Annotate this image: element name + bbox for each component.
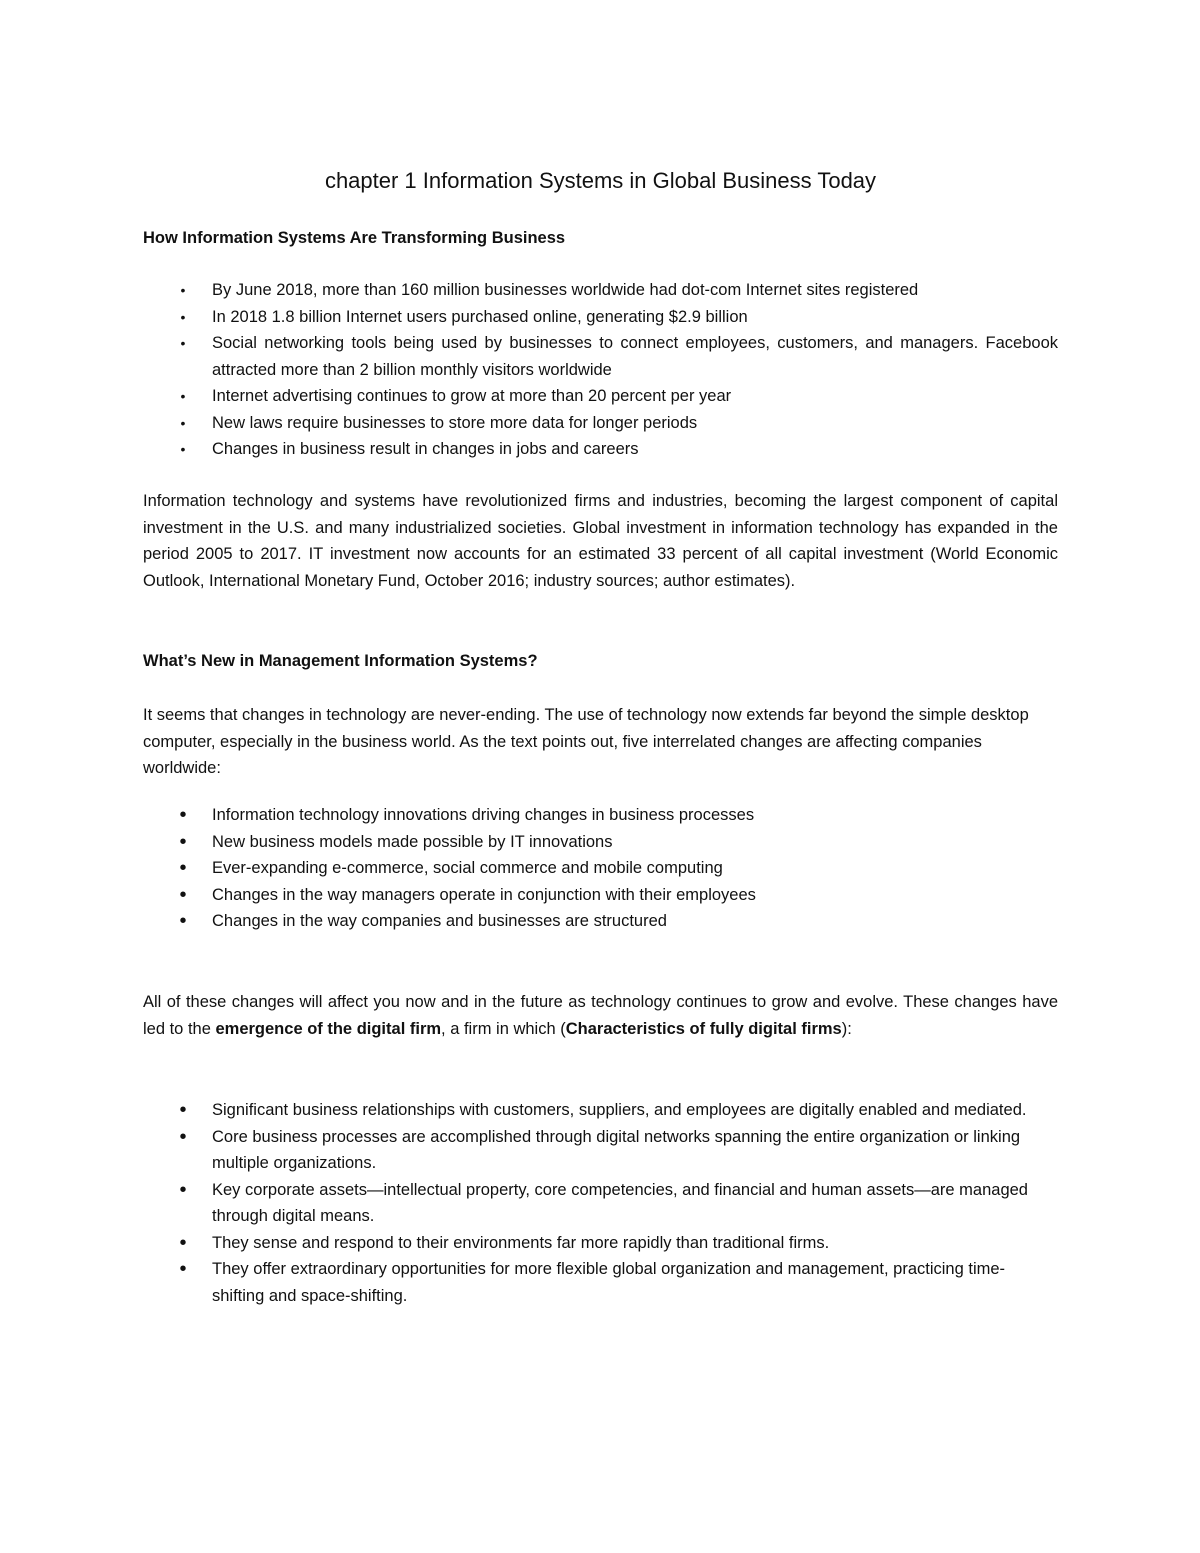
list-item: • In 2018 1.8 billion Internet users purchased online, generating $2.9 billion <box>143 304 1058 331</box>
bullet-icon: • <box>180 441 186 457</box>
list-item: • Changes in business result in changes in jobs and careers <box>143 436 1058 463</box>
bullet-icon: • <box>179 910 187 932</box>
bullet-icon: • <box>180 388 186 404</box>
bullet-icon: • <box>180 282 186 298</box>
bullet-icon: • <box>179 1099 187 1121</box>
paragraph-digital-firm: All of these changes will affect you now and in the future as technology continues to grow and evolve. These changes have led to the emergence of the digital firm, a firm in which (Characteristics of fully digital firms): <box>143 993 1058 1038</box>
list-item: • New laws require businesses to store more data for longer periods <box>143 410 1058 437</box>
list-item: • Significant business relationships with customers, suppliers, and employees are digitally enabled and mediated. <box>143 1097 1033 1124</box>
paragraph-it-investment: Information technology and systems have revolutionized firms and industries, becoming the largest component of capital investment in the U.S. and many industrialized societies. Global investment in information technology has expanded in the period 2005 to 2017. IT investment now accounts for an estimated 33 percent of all capital investment (World Economic Outlook, International Monetary Fund, October 2016; industry sources; author estimates). <box>143 492 1058 590</box>
emphasis-digital-firm: emergence of the digital firm <box>215 1019 442 1038</box>
bullet-list-changes <box>143 802 1058 935</box>
list-item: • Changes in the way managers operate in conjunction with their employees <box>143 882 1058 909</box>
bullet-icon: • <box>179 857 187 879</box>
bullet-icon: • <box>179 1258 187 1280</box>
bullet-icon: • <box>179 1125 187 1148</box>
bullet-icon: • <box>180 414 186 431</box>
section-heading-whats-new: What’s New in Management Information Systems? <box>143 652 538 670</box>
list-item: • Information technology innovations driving changes in business processes <box>143 802 1058 829</box>
bullet-icon: • <box>179 883 187 906</box>
list-item: • Changes in the way companies and businesses are structured <box>143 908 1058 935</box>
list-item: • Ever-expanding e-commerce, social commerce and mobile computing <box>143 855 1058 882</box>
section-heading-transforming-business: How Information Systems Are Transforming Business <box>143 229 566 247</box>
bullet-icon: • <box>179 1231 187 1254</box>
bullet-icon: • <box>179 1178 187 1201</box>
list-item: • Core business processes are accomplished through digital networks spanning the entire organization or linking multiple organizations. <box>143 1124 1033 1177</box>
page-title: chapter 1 Information Systems in Global Business Today <box>324 168 877 193</box>
bullet-icon: • <box>179 804 187 826</box>
bullet-icon: • <box>180 308 186 325</box>
paragraph-changes-intro: It seems that changes in technology are never-ending. The use of technology now extends far beyond the simple desktop computer, especially in the business world. As the text points out, five interrelated changes are affecting companies worldwide: <box>143 706 1029 777</box>
bullet-list-digital-firm <box>143 1097 1033 1309</box>
list-item: • Social networking tools being used by businesses to connect employees, customers, and managers. Facebook attracted more than 2 billion monthly visitors worldwide <box>143 330 1058 383</box>
list-item: • They offer extraordinary opportunities for more flexible global organization and management, practicing time-shifting and space-shifting. <box>143 1256 1033 1309</box>
list-item: • By June 2018, more than 160 million businesses worldwide had dot-com Internet sites registered <box>143 277 1058 304</box>
bullet-icon: • <box>180 335 186 351</box>
bullet-list-transforming <box>143 277 1058 463</box>
list-item: • They sense and respond to their environments far more rapidly than traditional firms. <box>143 1230 1033 1257</box>
list-item: • Key corporate assets—intellectual property, core competencies, and financial and human assets—are managed through digital means. <box>143 1177 1033 1230</box>
bullet-icon: • <box>179 830 187 853</box>
emphasis-characteristics: Characteristics of fully digital firms <box>565 1019 842 1038</box>
list-item: • Internet advertising continues to grow at more than 20 percent per year <box>143 383 1058 410</box>
list-item: • New business models made possible by IT innovations <box>143 829 1058 856</box>
